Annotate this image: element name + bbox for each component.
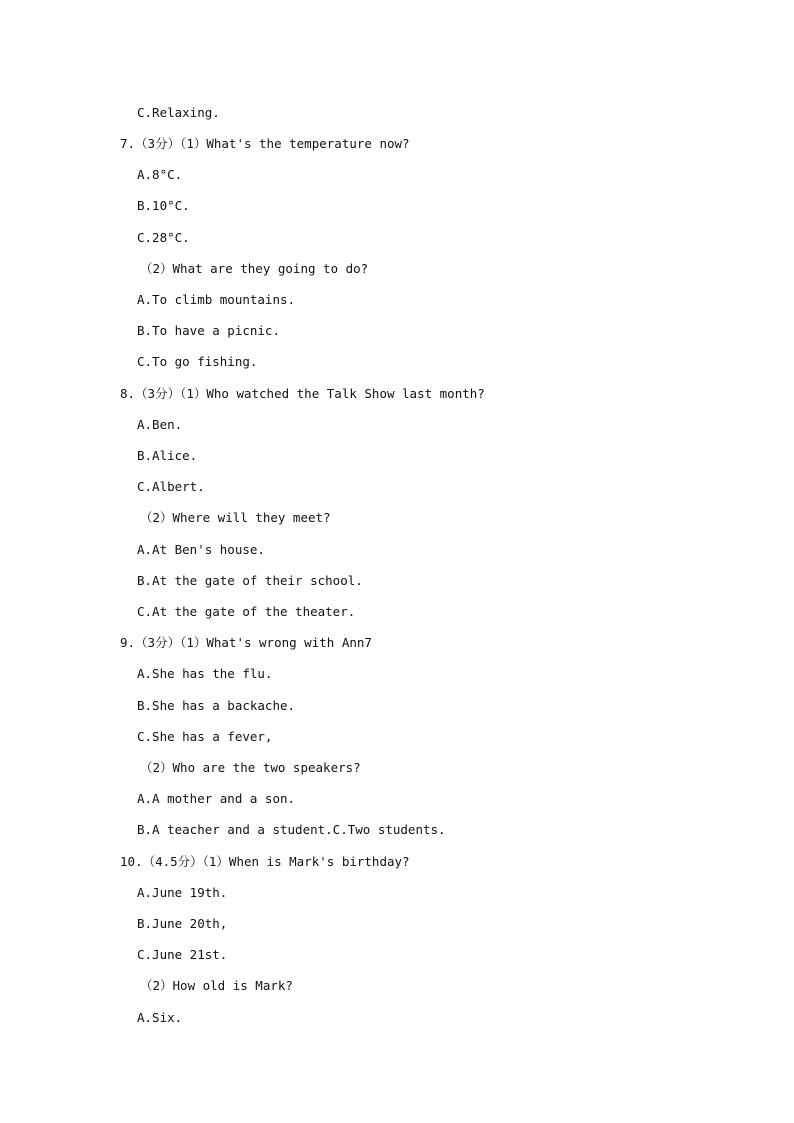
option-line: A.To climb mountains. bbox=[137, 292, 296, 307]
question-10: 10.（4.5分）（1）When is Mark's birthday? bbox=[120, 854, 410, 869]
option-line: C.June 21st. bbox=[137, 947, 228, 962]
option-line: A.Ben. bbox=[137, 417, 183, 432]
option-line: B.At the gate of their school. bbox=[137, 573, 363, 588]
option-line: A.She has the flu. bbox=[137, 666, 273, 681]
option-line: A.A mother and a son. bbox=[137, 791, 296, 806]
option-line: C.At the gate of the theater. bbox=[137, 604, 356, 619]
option-line: C.She has a fever, bbox=[137, 729, 273, 744]
option-line: A.Six. bbox=[137, 1010, 183, 1025]
sub-question: （2）Where will they meet? bbox=[140, 510, 331, 525]
sub-question: （2）What are they going to do? bbox=[140, 261, 369, 276]
option-line: A.June 19th. bbox=[137, 885, 228, 900]
sub-question: （2）Who are the two speakers? bbox=[140, 760, 361, 775]
option-line: B.A teacher and a student.C.Two students. bbox=[137, 822, 446, 837]
option-line: B.Alice. bbox=[137, 448, 198, 463]
option-line: B.10°C. bbox=[137, 198, 190, 213]
sub-question: （2）How old is Mark? bbox=[140, 978, 293, 993]
question-9: 9.（3分）（1）What's wrong with Ann7 bbox=[120, 635, 372, 650]
option-line: C.Albert. bbox=[137, 479, 205, 494]
option-line: B.June 20th, bbox=[137, 916, 228, 931]
option-line: A.8°C. bbox=[137, 167, 183, 182]
question-7: 7.（3分）（1）What's the temperature now? bbox=[120, 136, 410, 151]
option-line: C.To go fishing. bbox=[137, 354, 258, 369]
question-8: 8.（3分）（1）Who watched the Talk Show last month? bbox=[120, 386, 485, 401]
option-line: C.28°C. bbox=[137, 230, 190, 245]
option-line: B.To have a picnic. bbox=[137, 323, 280, 338]
option-line: C.Relaxing. bbox=[137, 105, 220, 120]
option-line: B.She has a backache. bbox=[137, 698, 296, 713]
option-line: A.At Ben's house. bbox=[137, 542, 265, 557]
